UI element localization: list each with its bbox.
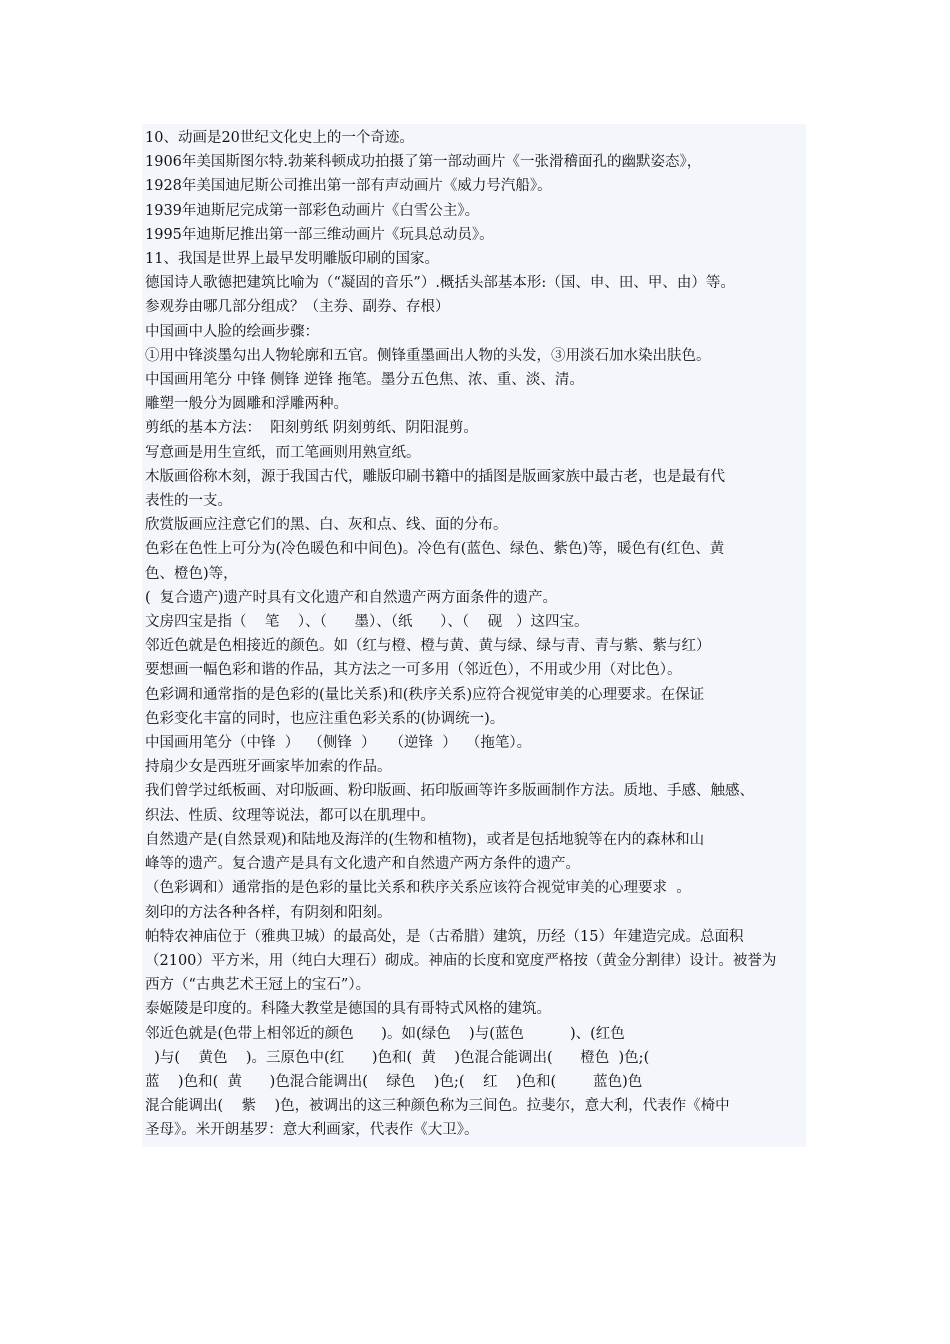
text-line: 表性的一支。 <box>145 493 232 510</box>
text-line: 持扇少女是西班牙画家毕加索的作品。 <box>145 759 392 776</box>
text-line: 中国画用笔分 中锋 侧锋 逆锋 拖笔。墨分五色焦、浓、重、淡、清。 <box>145 372 584 389</box>
text-line: 泰姬陵是印度的。科隆大教堂是德国的具有哥特式风格的建筑。 <box>145 1001 551 1018</box>
text-line: 文房四宝是指（ 笔 ）、（ 墨）、（纸 ）、（ 砚 ）这四宝。 <box>145 614 589 631</box>
text-line: 织法、性质、纹理等说法，都可以在肌理中。 <box>145 807 435 824</box>
text-line: 10、动画是20世纪文化史上的一个奇迹。 <box>145 130 414 146</box>
text-line: 帕特农神庙位于（雅典卫城）的最高处，是（古希腊）建筑，历经（15）年建造完成。总面积 <box>145 928 744 945</box>
text-line: 色、橙色)等， <box>145 565 238 582</box>
text-line: 刻印的方法各种各样，有阴刻和阳刻。 <box>145 904 392 921</box>
text-line: 色彩在色性上可分为(冷色暖色和中间色)。冷色有(蓝色、绿色、紫色)等，暖色有(红色、黄 <box>145 541 725 558</box>
text-line: 1928年美国迪尼斯公司推出第一部有声动画片《威力号汽船》。 <box>145 178 552 195</box>
text-line: 蓝 )色和( 黄 )色混合能调出( 绿色 )色;( 红 )色和( 蓝色)色 <box>145 1073 643 1090</box>
text-line: 1995年迪斯尼推出第一部三维动画片《玩具总动员》。 <box>145 226 494 243</box>
text-line: 11、我国是世界上最早发明雕版印刷的国家。 <box>145 251 439 268</box>
text-line: 剪纸的基本方法： 阳刻剪纸 阴刻剪纸、阴阳混剪。 <box>145 420 478 437</box>
text-line: 中国画中人脸的绘画步骤： <box>145 323 319 340</box>
text-line: 我们曾学过纸板画、对印版画、粉印版画、拓印版画等许多版画制作方法。质地、手感、触感、 <box>145 783 754 800</box>
text-line: 1939年迪斯尼完成第一部彩色动画片《白雪公主》。 <box>145 202 480 219</box>
text-line: 西方（“古典艺术王冠上的宝石”）。 <box>145 977 371 994</box>
text-line: ①用中锋淡墨勾出人物轮廓和五官。侧锋重墨画出人物的头发，③用淡石加水染出肤色。 <box>145 347 711 364</box>
text-line: 峰等的遗产。复合遗产是具有文化遗产和自然遗产两方条件的遗产。 <box>145 856 580 873</box>
text-line: 雕塑一般分为圆雕和浮雕两种。 <box>145 396 348 413</box>
document-text-block <box>142 124 806 1147</box>
text-line: ( 复合遗产)遗产时具有文化遗产和自然遗产两方面条件的遗产。 <box>145 589 558 606</box>
text-line: 色彩变化丰富的同时，也应注重色彩关系的(协调统一)。 <box>145 710 505 727</box>
text-line: )与( 黄色 )。三原色中(红 )色和( 黄 )色混合能调出( 橙色 )色;( <box>145 1049 650 1066</box>
text-line: 中国画用笔分（中锋 ） （侧锋 ） （逆锋 ） （拖笔）。 <box>145 735 532 752</box>
text-line: 圣母》。米开朗基罗：意大利画家，代表作《大卫》。 <box>145 1122 479 1139</box>
text-line: 欣赏版画应注意它们的黑、白、灰和点、线、面的分布。 <box>145 517 508 534</box>
text-line: 邻近色就是色相接近的颜色。如（红与橙、橙与黄、黄与绿、绿与青、青与紫、紫与红） <box>145 638 711 655</box>
text-line: 写意画是用生宣纸，而工笔画则用熟宣纸。 <box>145 444 421 461</box>
text-line: 自然遗产是(自然景观)和陆地及海洋的(生物和植物)，或者是包括地貌等在内的森林和山 <box>145 831 705 848</box>
text-line: 色彩调和通常指的是色彩的(量比关系)和(秩序关系)应符合视觉审美的心理要求。在保证 <box>145 686 705 703</box>
text-line: 1906年美国斯图尔特.勃莱科顿成功拍摄了第一部动画片《一张滑稽面孔的幽默姿态》， <box>145 154 702 171</box>
text-line: 邻近色就是(色带上相邻近的颜色 )。如(绿色 )与(蓝色 )、(红色 <box>145 1025 625 1042</box>
text-line: 木版画俗称木刻，源于我国古代，雕版印刷书籍中的插图是版画家族中最古老，也是最有代 <box>145 468 725 485</box>
text-line: 参观券由哪几部分组成？（主券、副券、存根） <box>145 299 450 316</box>
text-line: （2100）平方米，用（纯白大理石）砌成。神庙的长度和宽度严格按（黄金分割律）设计。被誉为 <box>145 952 777 969</box>
text-line: 德国诗人歌德把建筑比喻为（“凝固的音乐”）.概括头部基本形:（国、申、田、甲、由）等。 <box>145 275 735 292</box>
text-line: 混合能调出( 紫 )色，被调出的这三种颜色称为三间色。拉斐尔，意大利，代表作《椅中 <box>145 1098 730 1115</box>
text-line: （色彩调和）通常指的是色彩的量比关系和秩序关系应该符合视觉审美的心理要求 。 <box>145 880 691 897</box>
text-line: 要想画一幅色彩和谐的作品，其方法之一可多用（邻近色），不用或少用（对比色）。 <box>145 662 682 679</box>
